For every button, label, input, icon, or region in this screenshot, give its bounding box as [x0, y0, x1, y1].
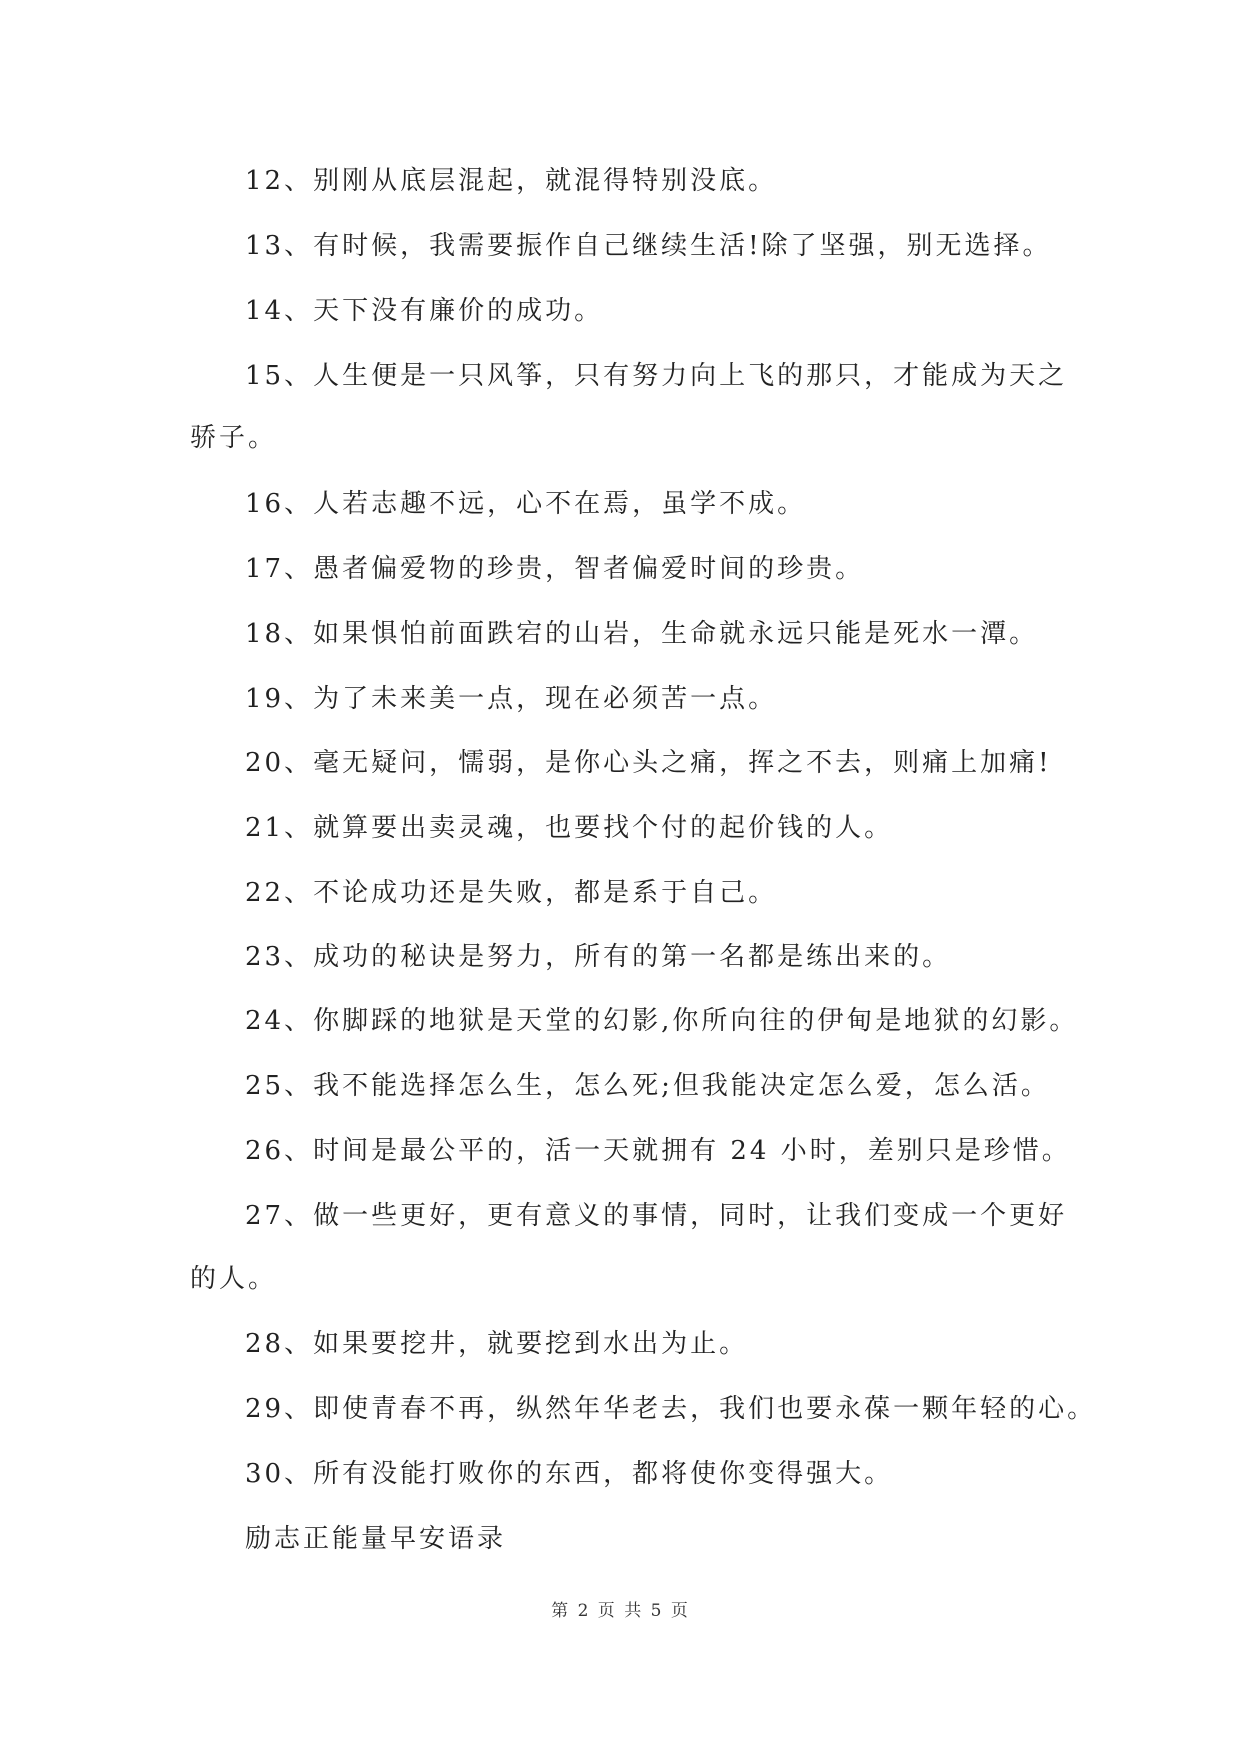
quote-19: 19、为了未来美一点，现在必须苦一点。 — [245, 684, 778, 714]
quote-21: 21、就算要出卖灵魂，也要找个付的起价钱的人。 — [245, 813, 894, 843]
quote-23: 23、成功的秘诀是努力，所有的第一名都是练出来的。 — [245, 942, 952, 972]
quote-22: 22、不论成功还是失败，都是系于自己。 — [245, 878, 778, 908]
quote-14: 14、天下没有廉价的成功。 — [245, 296, 604, 326]
quote-26: 26、时间是最公平的，活一天就拥有 24 小时，差别只是珍惜。 — [245, 1136, 1071, 1166]
quote-18: 18、如果惧怕前面跌宕的山岩，生命就永远只能是死水一潭。 — [245, 619, 1039, 649]
quote-27: 27、做一些更好，更有意义的事情，同时，让我们变成一个更好 — [245, 1201, 1068, 1231]
quote-24: 24、你脚踩的地狱是天堂的幻影,你所向往的伊甸是地狱的幻影。 — [245, 1006, 1079, 1036]
quote-28: 28、如果要挖井，就要挖到水出为止。 — [245, 1329, 749, 1359]
section-heading: 励志正能量早安语录 — [245, 1524, 507, 1554]
quote-12: 12、别刚从底层混起，就混得特别没底。 — [245, 166, 778, 196]
quote-27-continued: 的人。 — [190, 1264, 278, 1294]
quote-20: 20、毫无疑问，懦弱，是你心头之痛，挥之不去，则痛上加痛! — [245, 748, 1052, 778]
page-footer: 第 2 页 共 5 页 — [551, 1601, 690, 1621]
quote-15-continued: 骄子。 — [190, 423, 278, 453]
quote-25: 25、我不能选择怎么生，怎么死;但我能决定怎么爱，怎么活。 — [245, 1071, 1050, 1101]
quote-15: 15、人生便是一只风筝，只有努力向上飞的那只，才能成为天之 — [245, 361, 1068, 391]
quote-13: 13、有时候，我需要振作自己继续生活!除了坚强，别无选择。 — [245, 231, 1052, 261]
quote-16: 16、人若志趣不远，心不在焉，虽学不成。 — [245, 489, 807, 519]
quote-29: 29、即使青春不再，纵然年华老去，我们也要永葆一颗年轻的心。 — [245, 1394, 1097, 1424]
quote-30: 30、所有没能打败你的东西，都将使你变得强大。 — [245, 1459, 894, 1489]
quote-17: 17、愚者偏爱物的珍贵，智者偏爱时间的珍贵。 — [245, 554, 865, 584]
